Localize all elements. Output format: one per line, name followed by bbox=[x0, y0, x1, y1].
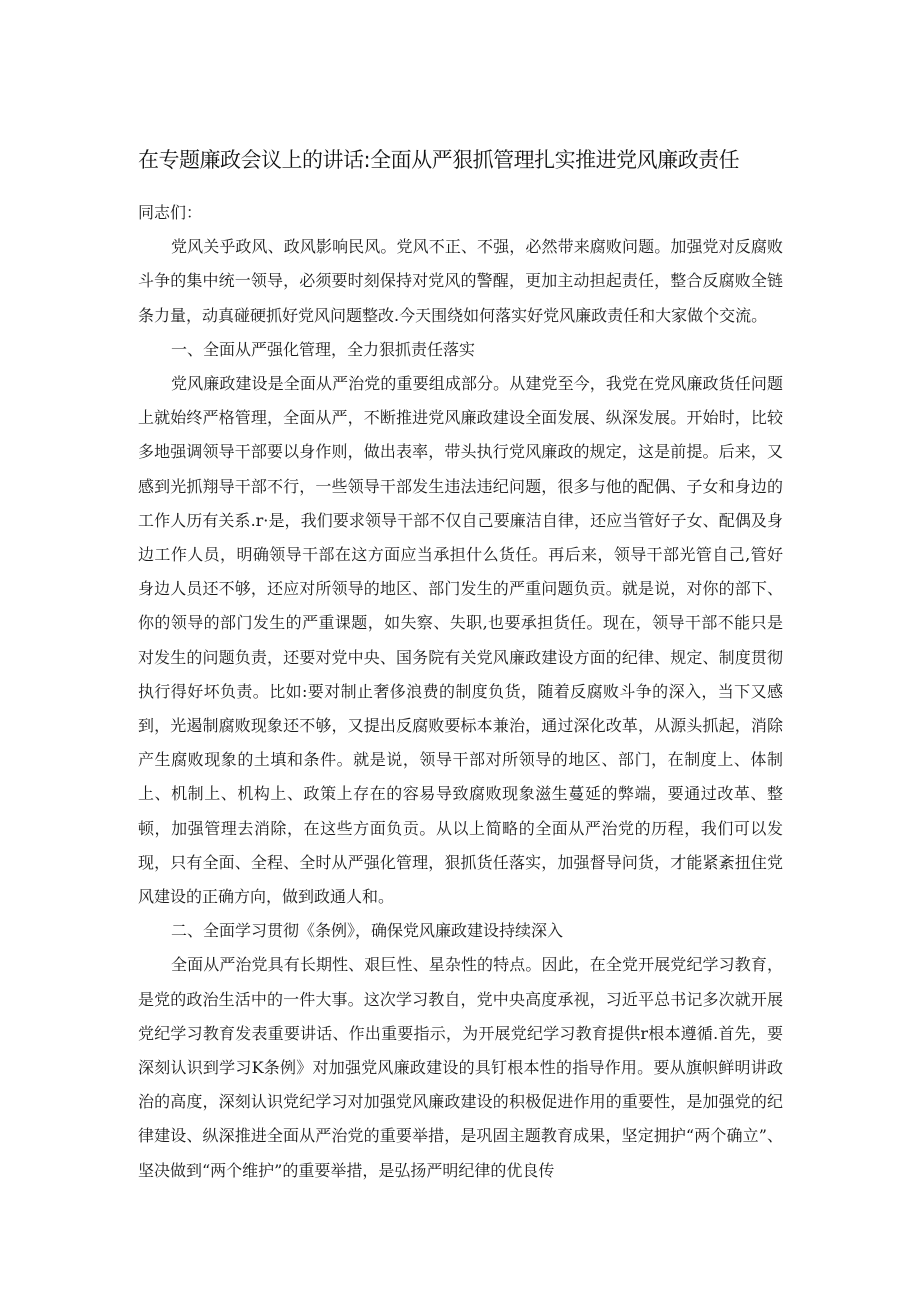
paragraph-section-1: 党风廉政建设是全面从严治党的重要组成部分。从建党至今，我党在党风廉政货任问题上就始终严格管理，全面从严，不断推进党风廉政建设全面发展、纵深发展。开始时，比较多地强调领导干部要以身作则，做出表率，带头执行党风廉政的规定，这是前提。后来，又感到光抓翔导干部不行，一些领导干部发生违法违纪问题，很多与他的配偶、子女和身边的工作人历有关系.r·是，我们要求领导干部不仅自己要廉洁自律，还应当管好子女、配偶及身边工作人员，明确领导干部在这方面应当承担什么货任。再后来，领导干部光管自己,管好身边人员还不够，还应对所领导的地区、部门发生的严重问题负贡。就是说，对你的部下、你的领导的部门发生的严重课题，如失察、失职,也要承担货任。现在，领导干部不能只是对发生的问题负责，还要对党中央、国务院有关党风廉政建设方面的纪律、规定、制度贯彻执行得好坏负责。比如:要对制止奢侈浪费的制度负货，随着反腐败斗争的深入，当下又感到，光遏制腐败现象还不够，又提出反腐败要标本兼治，通过深化改革，从源头抓起，消除产生腐败现象的土填和条件。就是说，领导干部对所领导的地区、部门，在制度上、体制上、机制上、机构上、政策上存在的容易导致腐败现象滋生蔓延的弊端，要通过改革、整顿，加强管理去消除，在这些方面负贡。从以上简略的全面从严治党的历程，我们可以发现，只有全面、全程、全时从严强化管理，狠抓货任落实，加强督导问货，才能紧紊扭住党风建设的正确方向，做到政通人和。 bbox=[138, 374, 783, 907]
paragraph-section-2: 全面从严治党具有长期性、艰巨性、星杂性的特点。因此，在全党开展党纪学习教育，是党的政治生活中的一件大事。这次学习教自，党中央高度承视，习近平总书记多次就开展党纪学习教育发表重要讲话、作出重要指示，为开展党纪学习教育提供r根本遵循.首先，要深刻认识到学习K条例》对加强党风廉政建设的具钉根本性的指导作用。要从旗帜鲜明讲政治的高度，深刻认识党纪学习对加强党风廉政建设的积极促进作用的重要性，是加强党的纪律建设、纵深推进全面从严治党的重要举措，是巩固主题教育成果，坚定拥护“两个确立”、坚决做到“两个维护”的重要举措，是弘扬严明纪律的优良传 bbox=[138, 955, 783, 1180]
paragraph-intro: 党风关乎政风、政风影响民风。党风不正、不强，必然带来腐败问题。加强党对反腐败斗争的集中统一领导，必须要时刻保持对党风的警醒，更加主动担起责任，整合反腐败全链条力量，动真碰硬抓好党风问题整改.今天围绕如何落实好党风廉政责任和大家做个交流。 bbox=[138, 237, 783, 325]
section-heading-1: 一、全面从严强化管理，全力狠抓责任落实 bbox=[171, 339, 476, 359]
document-title: 在专题廉政会议上的讲话:全面从严狠抓管理扎实推进党风廉政责任 bbox=[138, 148, 740, 172]
document-body bbox=[138, 196, 783, 1188]
salutation: 同志们： bbox=[138, 203, 203, 222]
section-heading-2: 二、全面学习贯彻《条例》，确保党风廉政建设持续深入 bbox=[171, 921, 564, 941]
